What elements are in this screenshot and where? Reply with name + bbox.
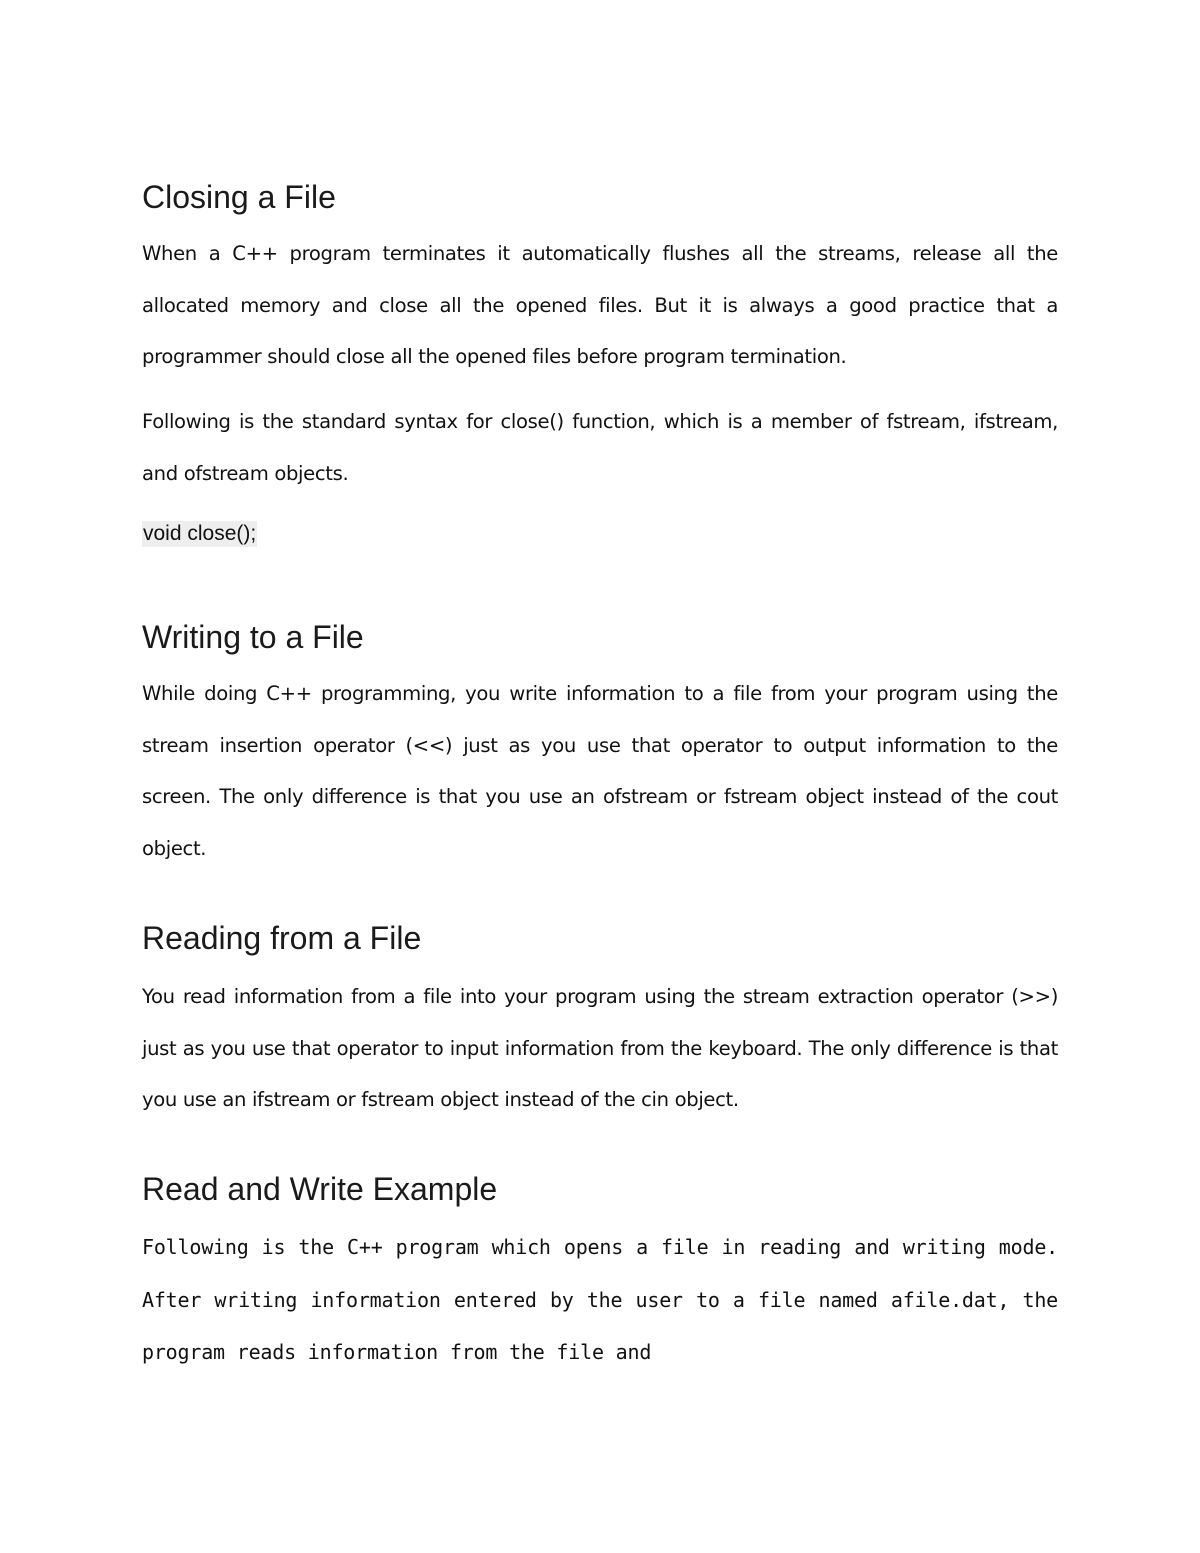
paragraph-reading: You read information from a file into your program using the stream extraction operator (>>) just as you use that operator to input information from the keyboard. The only difference is that you use an ifstream or fstream object instead of the cin object. xyxy=(142,985,1058,1111)
heading-reading-from-a-file: Reading from a File xyxy=(142,920,422,956)
heading-closing-a-file: Closing a File xyxy=(142,179,336,215)
code-snippet-close: void close(); xyxy=(143,522,257,545)
heading-read-and-write-example: Read and Write Example xyxy=(142,1171,498,1207)
paragraph-closing-intro: When a C++ program terminates it automatically flushes all the streams, release all the allocated memory and close all the opened files. But it is always a good practice that a programmer should close all the opened files before program termination. xyxy=(142,242,1058,368)
paragraph-close-syntax: Following is the standard syntax for close() function, which is a member of fstream, ifstream, and ofstream objects. xyxy=(142,410,1058,485)
paragraph-writing: While doing C++ programming, you write information to a file from your program using the stream insertion operator (<<) just as you use that operator to output information to the screen. The only difference is that you use an ofstream or fstream object instead of the cout object. xyxy=(142,682,1058,860)
paragraph-example-description: Following is the C++ program which opens a file in reading and writing mode. After writing information entered by the user to a file named afile.dat, the program reads information from the file and xyxy=(142,1235,1058,1364)
heading-writing-to-a-file: Writing to a File xyxy=(142,619,364,655)
